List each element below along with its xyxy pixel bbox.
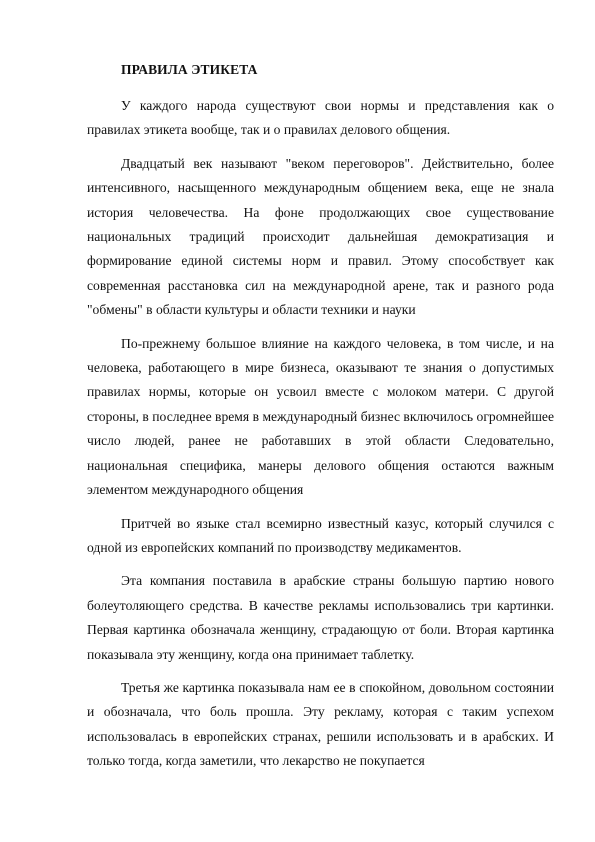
paragraph: У каждого народа существуют свои нормы и представления как о правилах этикета вообще, так и о правилах делового общения.	[87, 98, 554, 138]
document-title: ПРАВИЛА ЭТИКЕТА	[121, 62, 258, 77]
paragraph: Притчей во языке стал всемирно известный казус, который случился с одной из европейских компаний по производству медикаментов.	[87, 515, 554, 555]
paragraph: Двадцатый век называют "веком переговоров". Действительно, более интенсивного, насыщенного международным общением века, еще не знала история человечества. На фоне продолжающих свое существование национальных традиций происходит дальнейшая демократизация и формирование единой системы норм и правил. Этому способствует как современная расстановка сил на международной арене, так и разного рода "обмены" в области культуры и области техники и науки	[87, 155, 554, 318]
document-body	[87, 94, 554, 774]
paragraph: Третья же картинка показывала нам ее в спокойном, довольном состоянии и обозначала, что боль прошла. Эту рекламу, которая с таким успехом использовалась в европейских странах, решили использовать и в арабских. И только тогда, когда заметили, что лекарство не покупается	[87, 679, 554, 769]
paragraph: Эта компания поставила в арабские страны большую партию нового болеутоляющего средства. В качестве рекламы использовались три картинки. Первая картинка обозначала женщину, страдающую от боли. Вторая картинка показывала эту женщину, когда она принимает таблетку.	[87, 573, 554, 662]
paragraph: По-прежнему большое влияние на каждого человека, в том числе, и на человека, работающего в мире бизнеса, оказывают те знания о допустимых правилах нормы, которые он усвоил вместе с молоком матери. С другой стороны, в последнее время в международный бизнес включилось огромнейшее число людей, ранее не работавших в этой области Следовательно, национальная специфика, манеры делового общения остаются важным элементом международного общения	[87, 335, 554, 498]
